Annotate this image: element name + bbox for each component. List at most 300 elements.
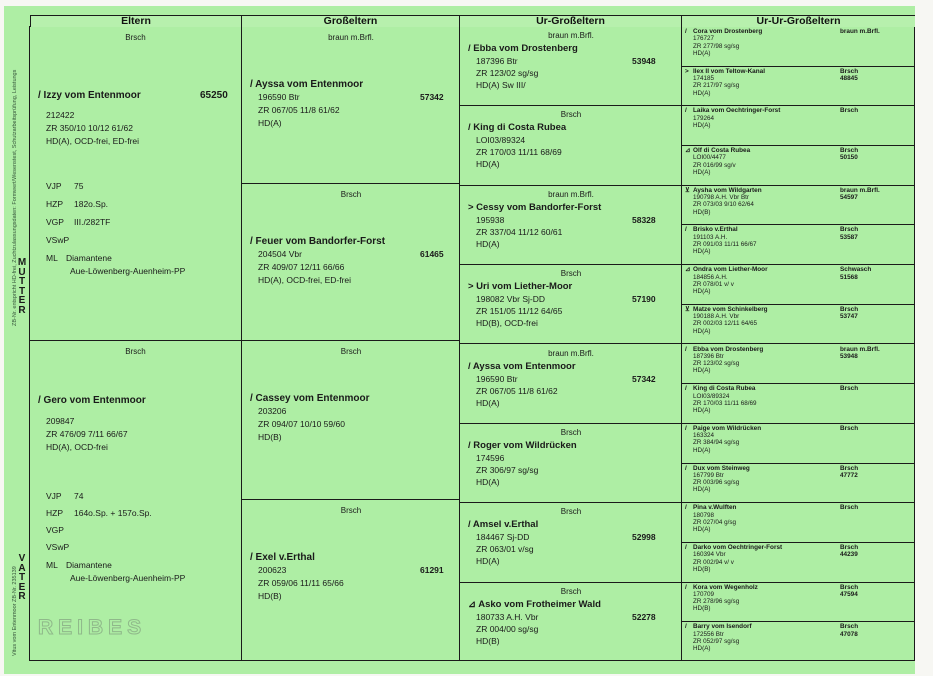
zb-number: 47594 [840,591,858,599]
reg-line [460,55,682,67]
reg-number: 172556 Btr [693,630,724,638]
reg-number: 174185 [693,75,715,83]
dog-name: > Uri vom Liether-Moor [468,281,573,293]
hd-line: HD(A) [693,121,711,129]
reg-line [682,512,915,519]
name-line [242,78,460,91]
gg-grandparent-cell [682,225,915,265]
dog-name: Barry vom Isendorf [693,623,752,631]
pedigree-mark: ⊿ [685,266,691,274]
zr-line: ZR 016/99 sg/v [693,161,736,169]
coat-color: Brsch [840,543,859,551]
hd-line: HD(A) [693,248,711,256]
reg-number: 167799 Btr [693,471,724,479]
hd-line: HD(B) [693,208,711,216]
dog-name: Kora vom Wegenholz [693,583,758,591]
reg-number: 198082 Vbr Sj-DD [476,294,545,305]
name-line [682,385,915,392]
great-grandparent-cell [460,503,682,582]
hd-line: HD(A), OCD-frei, ED-frei [258,275,352,285]
grandparent-cell [242,184,460,341]
dog-name: Matze vom Schinkelberg [693,305,768,313]
reg-number: 196590 Btr [476,373,518,384]
coat-color: Brsch [840,226,859,234]
header-parents: Eltern [30,15,242,27]
reg-line [242,405,460,418]
reg-line [682,432,915,439]
reg-line [682,115,915,122]
reg-line [460,373,682,385]
hd-line: HD(B), OCD-frei [476,318,538,329]
dog-name: Brisko v.Erthal [693,226,738,234]
vswp: VSwP [46,542,70,552]
hd-line: HD(A), OCD-frei [46,442,108,452]
zr-line: ZR 384/94 sg/sg [693,439,740,447]
dog-name: / Gero vom Entenmoor [38,395,146,406]
ml-line1: Diamantene [66,253,112,263]
hd-line: HD(B) [258,432,282,442]
hd-line: HD(A) [476,159,500,170]
hd-line: HD(A) [693,327,711,335]
reg-number: LOI03/89324 [693,392,730,400]
vgp-label: VGP [46,217,64,227]
grandparent-cell [242,27,460,184]
name-line [682,28,915,35]
reg-line [460,611,682,623]
zr-line: ZR 052/97 sg/sg [693,637,740,645]
gg-grandparent-cell [682,543,915,583]
side-note-top: ZB-Nr. entspricht HD-frei, Zuchtzulassungsdaten: Formwert/Wesenstest, Schutzarbeitsprüfung, Leistungs [12,69,18,326]
coat-color: Brsch [560,507,582,517]
ml-line2: Aue-Löwenberg-Auenheim-PP [70,573,186,583]
dog-name: Ilex II vom Teltow-Kanal [693,67,765,75]
coat-color: Brsch [125,347,146,356]
dog-name: Laika vom Oechtringer-Forst [693,107,781,115]
gg-grandparent-cell [682,464,915,504]
reg-number: 190798 A.H. Vbr Btr [693,194,750,202]
column-great-grandparents [459,15,682,660]
great-grandparent-cell [460,27,682,106]
father-label: VATER [18,553,26,602]
coat-color: braun m.Brfl. [840,28,880,35]
dog-name: Ondra vom Liether-Moor [693,266,768,274]
hd-line: HD(A) [693,49,711,57]
reg-line [682,75,915,82]
reg-line [460,452,682,464]
zb-number: 57190 [632,294,656,305]
reg-number: 187396 Btr [476,56,518,66]
dog-name: Aysha vom Wildgarten [693,186,762,194]
reg-line [460,531,682,543]
gg-grandparent-cell [682,424,915,464]
hzp-value: 164o.Sp. + 157o.Sp. [74,508,152,518]
zb-number: 54597 [840,194,858,202]
dog-name: Olf di Costa Rubea [693,147,751,155]
zr-line: ZR 217/97 sg/sg [693,82,740,90]
zr-line: ZR 123/02 sg/sg [693,360,740,368]
reg-number: 174596 [476,452,505,463]
gg-grandparent-cell [682,503,915,543]
pedigree-mark: ⊿ [685,147,691,155]
vgp-value: III./282TF [74,217,111,227]
hd-line: HD(A) [258,118,282,128]
pedigree-mark: / [685,623,687,631]
gg-grandparent-cell [682,305,915,345]
zr-line: ZR 123/02 sg/sg [476,68,539,78]
name-line [242,551,460,564]
reg-line [682,313,915,320]
reg-line [682,393,915,400]
name-line [460,201,682,214]
name-line [682,226,915,233]
reg-number: 209847 [46,416,75,426]
zr-line: ZR 306/97 sg/sg [476,464,539,475]
reg-line [682,234,915,241]
pedigree-mark: / [685,107,687,115]
zr-line: ZR 078/01 v/ v [693,280,734,288]
coat-color: Brsch [840,147,859,155]
hzp-value: 182o.Sp. [74,199,109,209]
pedigree-mark: / [685,385,687,393]
pedigree-sheet [4,6,915,674]
header-great-grandparents: Ur-Großeltern [459,15,682,27]
parent-mother [30,27,241,341]
name-line [460,280,682,293]
great-grandparent-cell [460,106,682,185]
reg-number: 184467 Sj-DD [476,532,530,543]
name-line [682,147,915,154]
dog-name: Cora vom Drostenberg [693,28,763,35]
reg-line [460,134,682,146]
dog-name: King di Costa Rubea [693,385,756,393]
dog-name: > Cessy vom Bandorfer-Forst [468,201,602,213]
coat-color: Schwasch [840,266,872,274]
zr-line: ZR 151/05 11/12 64/65 [476,306,563,317]
name-line [682,584,915,591]
coat-color: Brsch [560,110,582,120]
reg-number: 190188 A.H. Vbr [693,313,740,321]
great-grandparent-cell [460,186,682,265]
vjp-value: 74 [74,491,84,501]
reg-number: 160394 Vbr [693,551,726,559]
coat-color: braun m.Brfl. [840,186,880,194]
reg-line [242,248,460,261]
reg-number: 176727 [693,35,715,43]
hd-line: HD(A) Sw III/ [476,80,526,90]
hd-line: HD(B) [693,565,711,573]
coat-color: Brsch [340,190,362,199]
reg-line [682,274,915,281]
name-line [682,107,915,114]
zr-line: ZR 277/98 sg/sg [693,42,740,50]
dog-name: / Ayssa vom Entenmoor [468,360,576,372]
reg-line [460,293,682,305]
gg-grandparent-cell [682,186,915,226]
reg-number: 184856 A.H. [693,273,728,281]
hzp-label: HZP [46,199,63,209]
name-line [682,346,915,353]
zb-number: 47078 [840,630,858,638]
dog-name: ⊿ Asko vom Frotheimer Wald [468,598,601,610]
zr-line: ZR 476/09 7/11 66/67 [46,429,128,439]
great-grandparent-cell [460,265,682,344]
coat-color: braun m.Brfl. [548,31,594,40]
reg-number: 204504 Vbr [258,249,302,259]
gg-grandparent-cell [682,106,915,146]
zr-line: ZR 027/04 g/sg [693,518,737,526]
reg-line [242,564,460,577]
hd-line: HD(A) [693,486,711,494]
dog-name: / King di Costa Rubea [468,122,567,134]
pedigree-mark: / [685,28,687,35]
zr-line: ZR 063/01 v/sg [476,544,534,555]
ml-line2: Aue-Löwenberg-Auenheim-PP [70,266,186,276]
hd-line: HD(A), OCD-frei, ED-frei [46,136,140,146]
zb-number: 52998 [632,532,656,543]
great-grandparent-cell [460,424,682,503]
side-note-bottom: Vitus vom Entenmoor ZB-Nr. 235139 [12,566,18,656]
coat-color: braun m.Brfl. [840,345,880,353]
header-grandparents: Großeltern [241,15,460,27]
coat-color: Brsch [840,623,859,631]
coat-color: Brsch [340,506,362,515]
coat-color: Brsch [840,67,859,75]
zr-line: ZR 278/96 sg/sg [693,598,740,606]
coat-color: braun m.Brfl. [328,33,374,42]
zb-number: 57342 [632,373,656,384]
hd-line: HD(A) [693,367,711,375]
dog-name: / Cassey vom Entenmoor [250,393,370,404]
zb-number: 53948 [632,56,656,66]
pedigree-mark: / [685,464,687,472]
dog-name: / Ayssa vom Entenmoor [250,79,364,90]
dog-name: Darko vom Oechtringer-Forst [693,543,783,551]
name-line [460,121,682,134]
coat-color: Brsch [840,305,859,313]
column-grandparents [241,15,460,660]
coat-color: Brsch [840,385,859,393]
gg-grandparent-cell [682,345,915,385]
reg-line [682,631,915,638]
hd-line: HD(A) [693,287,711,295]
name-line [682,623,915,630]
coat-color: Brsch [840,583,859,591]
pedigree-table [29,15,915,661]
ml-label: ML [46,560,58,570]
hd-line: HD(A) [476,556,500,567]
pedigree-mark: / [685,543,687,551]
reg-number: LOI00/4477 [693,154,726,162]
zr-line: ZR 004/00 sg/sg [476,623,539,634]
name-line [242,392,460,405]
name-line [242,235,460,248]
zb-number: 53587 [840,233,858,241]
reg-line [682,194,915,201]
zb-number: 61465 [420,249,444,259]
gg-grandparent-cell [682,384,915,424]
ml-line1: Diamantene [66,560,112,570]
coat-color: Brsch [340,347,362,356]
zr-line: ZR 067/05 11/8 61/62 [258,105,340,115]
hd-line: HD(A) [693,446,711,454]
mother-label: MUTTER [17,257,27,316]
vgp-label: VGP [46,525,64,535]
reg-number: 180798 [693,511,715,519]
coat-color: Brsch [840,424,859,432]
coat-color: Brsch [840,504,859,512]
zr-line: ZR 002/03 12/11 64/65 [693,320,757,328]
side-margin [8,6,28,674]
reg-line [242,91,460,104]
zb-number: 51568 [840,273,858,281]
dog-name: / Amsel v.Erthal [468,519,539,531]
vjp-label: VJP [46,181,62,191]
gg-grandparent-cell [682,67,915,107]
reg-line [682,35,915,42]
pedigree-mark: / [685,345,687,353]
name-line [682,425,915,432]
name-line [460,439,682,452]
hd-line: HD(A) [693,526,711,534]
pedigree-mark: / [685,504,687,512]
dog-name: Paige vom Wildrücken [693,424,762,432]
hd-line: HD(A) [693,168,711,176]
dog-name: / Roger vom Wildrücken [468,439,577,451]
column-parents [30,15,241,660]
coat-color: Brsch [560,586,582,596]
pedigree-mark: ⊻ [685,305,690,313]
zr-line: ZR 094/07 10/10 59/60 [258,419,345,429]
reg-number: 180733 A.H. Vbr [476,611,539,622]
header-gg-grandparents: Ur-Ur-Großeltern [681,15,915,27]
reg-number: 170709 [693,591,715,599]
zr-line: ZR 003/96 sg/sg [693,479,740,487]
dog-name: / Feuer vom Bandorfer-Forst [250,236,386,247]
reg-line [460,214,682,226]
reg-number: 187396 Btr [693,352,724,360]
zb-number: 57342 [420,92,444,102]
dog-name: / Ebba vom Drostenberg [468,43,578,54]
coat-color: Brsch [840,464,859,472]
hd-line: HD(A) [693,89,711,97]
column-gg-grandparents [681,15,915,660]
hd-line: HD(B) [258,591,282,601]
reg-number: 195938 [476,214,505,225]
name-line [682,266,915,273]
reg-number: 191103 A.H. [693,233,728,241]
pedigree-mark: / [685,583,687,591]
zb-number: 61291 [420,565,444,575]
dog-name: / Exel v.Erthal [250,552,315,563]
zb-number: 50150 [840,154,858,162]
gg-grandparent-cell [682,27,915,67]
dog-name: Pina v.Wulften [693,504,737,512]
grandparent-cell [242,500,460,662]
hd-line: HD(A) [476,397,500,408]
coat-color: Brsch [560,427,582,437]
coat-color: braun m.Brfl. [548,189,594,199]
zb-number: 53948 [840,352,858,360]
zb-number: 53747 [840,313,858,321]
name-line [460,360,682,373]
gg-grandparent-cell [682,265,915,305]
reg-line [682,472,915,479]
hd-line: HD(B) [476,635,500,646]
reg-number: LOI03/89324 [476,135,526,146]
zr-line: ZR 409/07 12/11 66/66 [258,262,345,272]
coat-color: braun m.Brfl. [548,348,594,358]
great-grandparent-cell [460,345,682,424]
name-line [682,504,915,511]
name-line [460,598,682,611]
perforated-stamp: REIBES [38,616,147,639]
zr-line: ZR 337/04 11/12 60/61 [476,226,563,237]
gg-grandparent-cell [682,146,915,186]
parent-father [30,341,241,662]
coat-color: Brsch [840,107,859,115]
zr-line: ZR 073/03 9/10 62/64 [693,201,754,209]
gg-grandparent-cell [682,622,915,662]
hd-line: HD(A) [476,476,500,487]
zb-number: 65250 [200,90,228,101]
reg-line [682,591,915,598]
dog-name: Dux vom Steinweg [693,464,750,472]
name-line [460,42,682,55]
zb-number: 52278 [632,611,656,622]
reg-number: 163324 [693,432,715,440]
zr-line: ZR 067/05 11/8 61/62 [476,385,558,396]
name-line [460,518,682,531]
pedigree-mark: > [685,67,689,75]
vjp-label: VJP [46,491,62,501]
hd-line: HD(A) [693,645,711,653]
zb-number: 47772 [840,471,858,479]
dog-name: / Izzy vom Entenmoor [38,90,141,101]
reg-number: 196590 Btr [258,92,300,102]
pedigree-mark: / [685,424,687,432]
hd-line: HD(A) [476,238,500,249]
reg-number: 203206 [258,406,287,416]
zr-line: ZR 002/94 v/ v [693,558,734,566]
vswp: VSwP [46,235,70,245]
zb-number: 48845 [840,75,858,83]
hzp-label: HZP [46,508,63,518]
dog-name: Ebba vom Drostenberg [693,345,764,353]
zb-number: 44239 [840,551,858,559]
zr-line: ZR 170/03 11/11 68/69 [693,399,757,407]
coat-color: Brsch [560,269,582,279]
hd-line: HD(A) [693,407,711,414]
vjp-value: 75 [74,181,84,191]
coat-color: Brsch [125,33,146,42]
zb-number: 58328 [632,214,656,225]
gg-grandparent-cell [682,583,915,623]
name-line [682,306,915,313]
name-line [682,187,915,194]
zr-line: ZR 091/03 11/11 66/67 [693,241,757,249]
name-line [682,68,915,75]
great-grandparent-cell [460,583,682,662]
zr-line: ZR 170/03 11/11 68/69 [476,147,562,158]
reg-number: 212422 [46,110,75,120]
hd-line: HD(B) [693,605,711,613]
pedigree-mark: ⊻ [685,186,690,194]
reg-line [682,551,915,558]
pedigree-mark: / [685,226,687,234]
zr-line: ZR 350/10 10/12 61/62 [46,123,133,133]
reg-number: 200623 [258,565,287,575]
reg-line [682,353,915,360]
